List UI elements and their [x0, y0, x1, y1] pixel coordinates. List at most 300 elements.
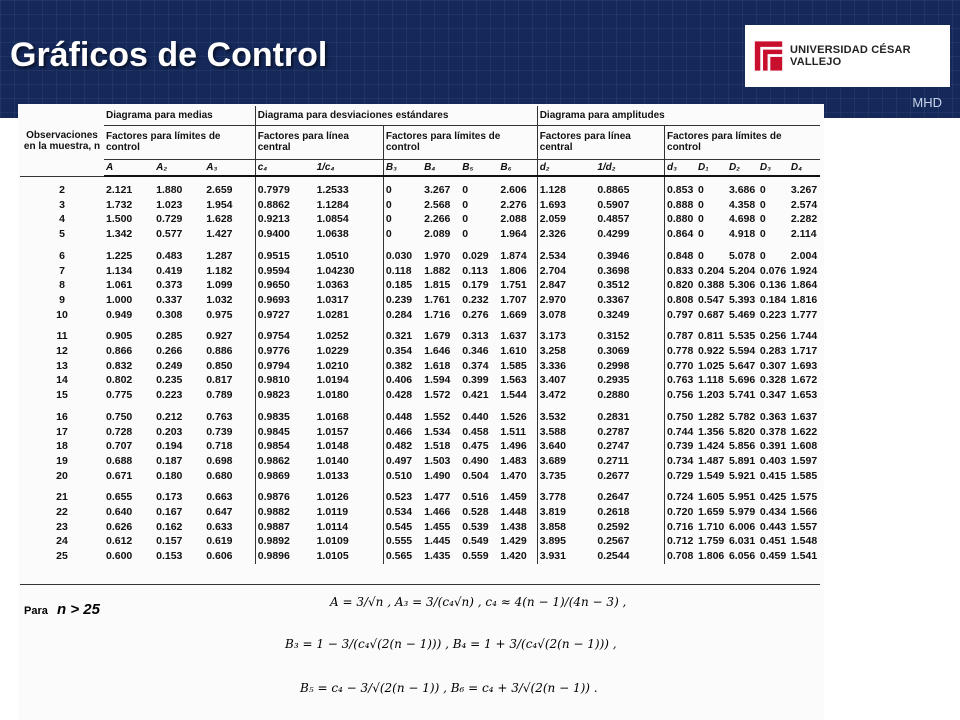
factor-cell: 0.9727	[255, 308, 314, 323]
subgroup-header: Factores para límites de control	[104, 125, 255, 159]
factor-cell: 0	[759, 228, 766, 241]
author-tag: MHD	[912, 95, 942, 110]
column-header: D₁	[696, 159, 727, 176]
factor-cell: 0.833	[665, 264, 696, 279]
factor-cell: 0.770	[665, 359, 696, 374]
factor-cell: 0.378	[759, 425, 787, 438]
factor-cell: 1.0638	[316, 228, 349, 241]
factor-cell: 0.346	[462, 345, 489, 358]
factor-cell: 0.421	[462, 389, 489, 402]
factor-cell: 0.756	[665, 388, 696, 403]
factor-cell: 1.882	[424, 264, 451, 277]
factor-cell: 3.267	[790, 184, 818, 196]
factor-cell: 0.256	[759, 330, 787, 343]
factor-cell: 3.258	[537, 344, 595, 359]
factor-cell: 1.549	[697, 469, 725, 482]
factor-cell: 0.9594	[255, 264, 314, 279]
factor-cell: 1.0126	[316, 491, 349, 504]
factor-cell: 1.0114	[316, 520, 349, 533]
factor-cell: 0.9754	[255, 322, 314, 344]
factor-cell: 0.283	[759, 345, 787, 358]
factor-cell: 3.778	[537, 483, 595, 505]
table-row	[20, 454, 820, 469]
factor-cell: 0.482	[383, 439, 422, 454]
factor-cell: 0.724	[665, 483, 696, 505]
factor-cell: 1.477	[424, 491, 451, 504]
factor-cell: 1.566	[790, 506, 818, 519]
factor-cell: 0.744	[665, 425, 696, 440]
factor-cell: 0.162	[156, 520, 183, 533]
factor-cell: 2.574	[790, 198, 818, 211]
factor-cell: 1.1284	[316, 198, 349, 211]
factor-cell: 1.534	[424, 425, 451, 438]
factor-cell: 0.185	[383, 278, 422, 293]
column-header: D₃	[758, 159, 789, 176]
condition-text: n > 25	[57, 601, 100, 618]
factor-cell: 0.712	[665, 534, 696, 549]
factor-cell: 0.2544	[597, 550, 630, 563]
factor-cell: 0.2747	[597, 440, 630, 453]
factor-cell: 0.763	[206, 410, 233, 423]
factor-cell: 1.759	[697, 535, 725, 548]
factor-cell: 0.2711	[597, 454, 629, 467]
factor-cell: 0.888	[665, 198, 696, 213]
factor-cell: 0.787	[665, 322, 696, 344]
factor-cell: 1.710	[697, 520, 725, 533]
factor-cell: 5.741	[728, 389, 756, 402]
factor-cell: 0.276	[462, 308, 489, 321]
factor-cell: 0.750	[665, 403, 696, 425]
factor-cell: 0.179	[462, 279, 489, 292]
factor-cell: 0.663	[206, 491, 233, 504]
factor-cell: 0.3069	[597, 345, 630, 358]
factor-cell: 1.637	[500, 330, 527, 343]
sample-size-cell: 7	[59, 264, 65, 277]
factor-cell: 1.672	[790, 374, 818, 387]
factor-cell: 0.8865	[597, 184, 630, 196]
factor-cell: 6.056	[728, 550, 756, 563]
factor-cell: 0.194	[156, 440, 183, 453]
factor-cell: 0	[383, 212, 422, 227]
factor-cell: 2.970	[537, 293, 595, 308]
table-row	[20, 227, 820, 242]
factor-cell: 1.128	[537, 176, 595, 198]
control-chart-factors-table	[20, 106, 820, 564]
factor-cell: 0.9876	[255, 483, 314, 505]
para-label: Para	[24, 605, 48, 617]
factor-cell: 0	[697, 198, 704, 211]
factor-cell: 1.287	[206, 249, 233, 262]
factor-cell: 1.0168	[316, 410, 349, 423]
factor-cell: 3.336	[537, 359, 595, 374]
factor-cell: 0.223	[759, 308, 787, 321]
factor-cell: 1.503	[424, 454, 451, 467]
factor-cell: 3.858	[537, 520, 595, 535]
factor-cell: 0.9400	[255, 227, 314, 242]
column-header: 1/d₂	[595, 159, 664, 176]
factor-cell: 0.9650	[255, 278, 314, 293]
factor-cell: 1.659	[697, 506, 725, 519]
factor-cell: 0.739	[206, 425, 233, 438]
factor-cell: 1.445	[424, 535, 451, 548]
factor-cell: 0.9515	[255, 242, 314, 264]
factor-cell: 1.518	[424, 440, 451, 453]
factor-cell: 0.212	[156, 410, 183, 423]
factor-cell: 0.600	[106, 550, 133, 563]
factor-cell: 0	[462, 184, 469, 196]
factor-cell: 0.440	[462, 410, 489, 423]
factor-cell: 0.680	[206, 469, 233, 482]
group-header-means: Diagrama para medias	[104, 106, 255, 125]
formulas-section	[20, 584, 820, 718]
factor-cell: 0.504	[462, 469, 489, 482]
logo-text: UNIVERSIDAD CÉSAR VALLEJO	[790, 44, 911, 68]
factor-cell: 1.356	[697, 425, 725, 438]
sample-size-cell: 3	[59, 198, 65, 211]
factor-cell: 0.975	[206, 308, 233, 321]
column-header: D₂	[727, 159, 758, 176]
factor-cell: 1.563	[500, 374, 527, 387]
sample-size-cell: 23	[56, 520, 68, 533]
factor-cell: 1.597	[790, 454, 818, 467]
factor-cell: 0.3152	[597, 330, 630, 343]
factor-cell: 0.647	[206, 506, 233, 519]
factor-cell: 2.089	[424, 228, 451, 241]
factor-cell: 0.354	[383, 344, 422, 359]
factor-cell: 1.669	[500, 308, 527, 321]
subgroup-header: Factores para línea central	[255, 125, 383, 159]
factor-cell: 1.610	[500, 345, 527, 358]
factor-cell: 0.7979	[255, 176, 314, 198]
obs-header: Observaciones en la muestra, n	[20, 106, 104, 176]
factor-cell: 0.9835	[255, 403, 314, 425]
factor-cell: 3.588	[537, 425, 595, 440]
factor-cell: 0.612	[106, 535, 133, 548]
factor-cell: 0	[697, 228, 704, 241]
factor-cell: 1.880	[156, 184, 183, 196]
factor-cell: 5.782	[728, 410, 756, 423]
factor-cell: 6.006	[728, 520, 756, 533]
factor-cell: 5.921	[728, 469, 756, 482]
factor-cell: 0.2998	[597, 359, 630, 372]
factor-cell: 0.510	[383, 469, 422, 484]
factor-cell: 0.729	[156, 213, 183, 226]
factor-cell: 0.173	[156, 491, 183, 504]
factor-cell: 0.716	[665, 520, 696, 535]
factor-cell: 0.728	[106, 425, 133, 438]
factor-cell: 0.451	[759, 535, 787, 548]
factor-cell: 3.472	[537, 388, 595, 403]
factor-cell: 0.8862	[255, 198, 314, 213]
factor-cell: 2.326	[537, 227, 595, 242]
factor-cell: 1.0180	[316, 389, 349, 402]
table-row	[20, 212, 820, 227]
formula-condition	[24, 601, 100, 618]
factor-cell: 3.532	[537, 403, 595, 425]
factor-cell: 0.180	[156, 469, 183, 482]
factor-cell: 1.628	[206, 213, 233, 226]
factor-cell: 0.808	[665, 293, 696, 308]
factor-cell: 0.534	[383, 505, 422, 520]
factor-cell: 1.964	[500, 228, 527, 241]
factor-cell: 1.0210	[316, 359, 349, 372]
factor-cell: 0.927	[206, 330, 233, 343]
factor-cell: 0.9823	[255, 388, 314, 403]
factor-cell: 5.469	[728, 308, 756, 321]
factor-cell: 1.134	[106, 264, 133, 277]
table-row	[20, 520, 820, 535]
factor-cell: 1.557	[790, 520, 818, 533]
subgroup-header: Factores para límites de control	[383, 125, 537, 159]
factor-cell: 1.061	[106, 279, 133, 292]
factor-cell: 0.284	[383, 308, 422, 323]
factor-cell: 0.817	[206, 374, 233, 387]
sample-size-cell: 18	[56, 440, 68, 453]
column-header: 1/c₄	[315, 159, 384, 176]
factor-cell: 1.622	[790, 425, 818, 438]
factor-cell: 0.3367	[597, 293, 630, 306]
factor-cell: 0.9776	[255, 344, 314, 359]
slide-title: Gráficos de Control	[10, 36, 328, 74]
factor-cell: 0.9887	[255, 520, 314, 535]
factor-cell: 0.864	[665, 227, 696, 242]
factor-cell: 0.565	[383, 549, 422, 564]
factor-cell: 0.184	[759, 293, 787, 306]
factor-cell: 2.282	[790, 213, 818, 226]
factor-cell: 1.751	[500, 279, 527, 292]
factor-cell: 0.2677	[597, 469, 630, 482]
table-row	[20, 505, 820, 520]
factor-cell: 0.922	[697, 345, 725, 358]
column-header: c₄	[255, 159, 314, 176]
factors-table-scan	[18, 104, 824, 720]
factor-cell: 0.490	[462, 454, 489, 467]
sample-size-cell: 12	[56, 345, 68, 358]
university-logo	[745, 25, 950, 87]
factor-cell: 1.0363	[316, 279, 349, 292]
factor-cell: 1.455	[424, 520, 451, 533]
factor-cell: 0.4857	[597, 213, 630, 226]
factor-cell: 0.443	[759, 520, 787, 533]
factor-cell: 0.347	[759, 389, 787, 402]
factor-cell: 0.707	[106, 440, 133, 453]
factor-cell: 1.203	[697, 389, 725, 402]
factor-cell: 1.438	[500, 520, 527, 533]
factor-cell: 3.895	[537, 534, 595, 549]
sample-size-cell: 24	[56, 535, 68, 548]
factor-cell: 0.204	[697, 264, 725, 277]
factor-cell: 0	[759, 198, 766, 211]
sample-size-cell: 25	[56, 550, 68, 563]
column-header: A₂	[154, 159, 204, 176]
factor-cell: 0.633	[206, 520, 233, 533]
sample-size-cell: 5	[59, 228, 65, 241]
factor-cell: 0.811	[697, 330, 724, 343]
factor-cell: 1.815	[424, 279, 451, 292]
table-row	[20, 469, 820, 484]
factor-cell: 1.032	[206, 293, 233, 306]
factor-cell: 0.9892	[255, 534, 314, 549]
factor-cell: 2.568	[424, 198, 451, 211]
formula-line-1: A = 3/√n , A₃ = 3/(c₄√n) , c₄ ≈ 4(n − 1)/(4n − 3) ,	[330, 595, 627, 609]
factor-cell: 0.157	[156, 535, 183, 548]
factor-cell: 0.9693	[255, 293, 314, 308]
factor-cell: 0.249	[156, 359, 183, 372]
factor-cell: 0.483	[156, 249, 183, 262]
sample-size-cell: 10	[56, 308, 68, 321]
factor-cell: 0.880	[665, 212, 696, 227]
factor-cell: 0.2618	[597, 506, 630, 519]
factor-cell: 0.475	[462, 440, 489, 453]
factor-cell: 5.979	[728, 506, 756, 519]
sample-size-cell: 13	[56, 359, 68, 372]
factor-cell: 1.0148	[316, 440, 349, 453]
factor-cell: 1.000	[106, 293, 133, 306]
factor-cell: 0.3946	[597, 249, 630, 262]
factor-cell: 1.0317	[316, 293, 349, 306]
factor-cell: 1.427	[206, 228, 233, 241]
factor-cell: 1.487	[697, 454, 725, 467]
factor-cell: 3.173	[537, 322, 595, 344]
factor-cell: 0.789	[206, 389, 233, 402]
factor-cell: 1.448	[500, 506, 527, 519]
factor-cell: 0.415	[759, 469, 787, 482]
factor-cell: 0.739	[665, 439, 696, 454]
factor-cell: 0.905	[106, 330, 133, 343]
factor-cell: 0.2935	[597, 374, 630, 387]
factor-cell: 1.541	[790, 550, 818, 563]
factor-cell: 1.282	[697, 410, 725, 423]
table-row	[20, 425, 820, 440]
factor-cell: 0	[383, 176, 422, 198]
factor-cell: 0.949	[106, 308, 133, 321]
factor-cell: 1.806	[500, 264, 527, 277]
factor-cell: 5.204	[728, 264, 756, 277]
factor-cell: 1.0133	[316, 469, 349, 482]
column-header: d₃	[665, 159, 696, 176]
factor-cell: 5.820	[728, 425, 756, 438]
factor-cell: 1.0109	[316, 535, 349, 548]
factor-cell: 1.572	[424, 389, 451, 402]
factor-cell: 1.511	[500, 425, 527, 438]
factor-cell: 0	[383, 198, 422, 213]
factor-cell: 1.548	[790, 535, 818, 548]
sample-size-cell: 22	[56, 506, 68, 519]
factor-cell: 0.4299	[597, 228, 630, 241]
factor-cell: 0.2592	[597, 520, 630, 533]
factor-cell: 1.459	[500, 491, 527, 504]
factor-cell: 1.864	[790, 279, 818, 292]
factor-cell: 0.626	[106, 520, 133, 533]
factor-cell: 0.734	[665, 454, 696, 469]
factor-cell: 0.136	[759, 279, 787, 292]
factor-cell: 0.388	[697, 279, 725, 292]
factor-cell: 1.954	[206, 198, 233, 211]
factor-cell: 2.659	[206, 184, 233, 196]
sample-size-cell: 21	[56, 491, 68, 504]
factor-cell: 0.523	[383, 483, 422, 505]
factor-cell: 1.424	[697, 440, 725, 453]
subgroup-header: Factores para límites de control	[665, 125, 820, 159]
table-row	[20, 293, 820, 308]
table-row	[20, 198, 820, 213]
factor-cell: 2.121	[106, 184, 133, 196]
factor-cell: 0.285	[156, 330, 183, 343]
factor-cell: 0.113	[462, 264, 488, 277]
factor-cell: 0.797	[665, 308, 696, 323]
factor-cell: 0.382	[383, 359, 422, 374]
factor-cell: 3.735	[537, 469, 595, 484]
table-row	[20, 322, 820, 344]
factor-cell: 1.618	[424, 359, 451, 372]
factor-cell: 1.605	[697, 491, 725, 504]
factor-cell: 0.459	[759, 550, 787, 563]
factor-cell: 0.497	[383, 454, 422, 469]
factor-cell: 3.931	[537, 549, 595, 564]
factor-cell: 0.391	[759, 440, 787, 453]
factor-cell: 0.434	[759, 506, 787, 519]
factor-cell: 0.848	[665, 242, 696, 264]
factor-cell: 1.594	[424, 374, 451, 387]
factor-cell: 1.025	[697, 359, 725, 372]
factor-cell: 5.306	[728, 279, 756, 292]
table-row	[20, 388, 820, 403]
factor-cell: 2.114	[790, 228, 817, 241]
factor-cell: 1.585	[790, 469, 818, 482]
factor-cell: 0.559	[462, 550, 489, 563]
factor-cell: 0.235	[156, 374, 183, 387]
factor-cell: 0.750	[106, 410, 133, 423]
factor-cell: 1.679	[424, 330, 451, 343]
factor-cell: 1.342	[106, 228, 133, 241]
factor-cell: 1.874	[500, 249, 527, 262]
factor-cell: 5.647	[728, 359, 756, 372]
factor-cell: 5.856	[728, 440, 756, 453]
column-header: A₃	[204, 159, 255, 176]
factor-cell: 1.496	[500, 440, 527, 453]
factor-cell: 2.276	[500, 198, 527, 211]
factor-cell: 0.577	[156, 228, 183, 241]
factor-cell: 0.3698	[597, 264, 630, 277]
factor-cell: 0.2567	[597, 535, 630, 548]
factor-cell: 0.853	[665, 176, 696, 198]
factor-cell: 0.718	[206, 440, 233, 453]
table-row	[20, 439, 820, 454]
sample-size-cell: 2	[59, 183, 65, 196]
factor-cell: 0.655	[106, 491, 133, 504]
table-row	[20, 373, 820, 388]
factor-cell: 1.575	[790, 491, 818, 504]
factor-cell: 0.419	[156, 264, 183, 277]
factor-cell: 0.9862	[255, 454, 314, 469]
factor-cell: 0.203	[156, 425, 183, 438]
factor-cell: 1.0281	[316, 308, 349, 321]
group-header-ranges: Diagrama para amplitudes	[537, 106, 820, 125]
factor-cell: 1.490	[424, 469, 451, 482]
factor-cell: 0.9869	[255, 469, 314, 484]
factor-cell: 0.698	[206, 454, 233, 467]
factor-cell: 1.816	[790, 293, 818, 306]
factor-cell: 0.266	[156, 345, 183, 358]
factor-cell: 0.313	[462, 330, 489, 343]
factor-cell: 3.689	[537, 454, 595, 469]
sample-size-cell: 19	[56, 454, 68, 467]
factor-cell: 1.420	[500, 550, 527, 563]
subgroup-header: Factores para línea central	[537, 125, 664, 159]
factor-cell: 0.5907	[597, 198, 630, 211]
factor-cell: 0.373	[156, 279, 183, 292]
factor-cell: 0.374	[462, 359, 489, 372]
